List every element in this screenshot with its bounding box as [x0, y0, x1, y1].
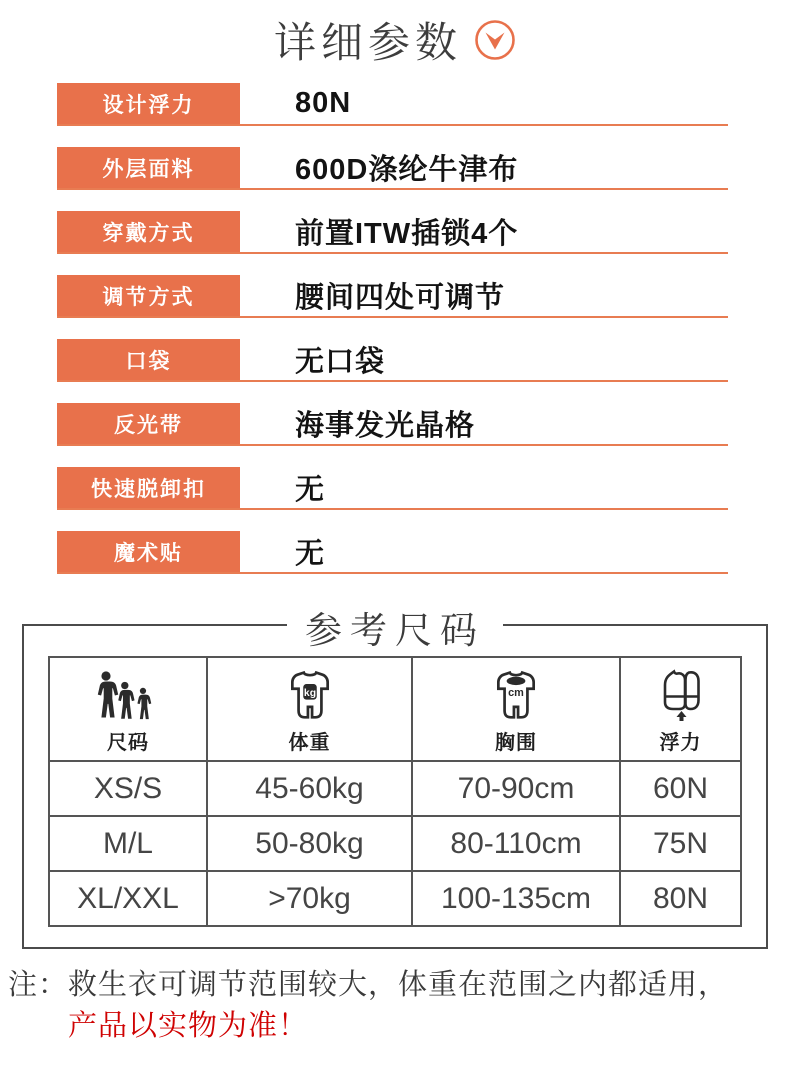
param-label: 穿戴方式: [57, 211, 240, 252]
life-vest-icon: [658, 663, 704, 723]
param-row-design-buoyancy: [57, 83, 728, 126]
param-value: 无口袋: [295, 346, 386, 378]
param-value: 无: [295, 474, 326, 506]
param-label: 外层面料: [57, 147, 240, 188]
cell-buoyancy: 75N: [620, 816, 741, 871]
col-label-weight: 体重: [288, 732, 331, 754]
note-line2: 产品以实物为准！: [68, 1010, 309, 1042]
cell-chest: 70-90cm: [412, 761, 620, 816]
size-table-header-weight: [207, 657, 412, 761]
svg-text:kg: kg: [303, 688, 316, 699]
svg-text:cm: cm: [508, 687, 524, 699]
page-title: 详细参数: [273, 19, 462, 66]
suit-kg-icon: [287, 663, 333, 723]
size-table: [48, 656, 742, 927]
cell-weight: >70kg: [207, 871, 412, 926]
size-table-header-buoyancy: [620, 657, 741, 761]
cell-weight: 50-80kg: [207, 816, 412, 871]
param-label: 调节方式: [57, 275, 240, 316]
col-label-size: 尺码: [107, 732, 149, 754]
param-row-outer-fabric: [57, 147, 728, 190]
size-row-m-l: [49, 816, 741, 871]
parameter-list: [57, 83, 728, 574]
param-row-velcro: [57, 531, 728, 574]
circle-down-arrow-icon: [474, 19, 516, 61]
param-value: 600D涤纶牛津布: [295, 154, 519, 186]
param-row-wearing-method: [57, 211, 728, 254]
size-row-xl-xxl: [49, 871, 741, 926]
note-line1: 救生衣可调节范围较大，体重在范围之内都适用，: [68, 969, 729, 1001]
param-value: 前置ITW插锁4个: [295, 218, 519, 250]
cell-size: XS/S: [49, 761, 207, 816]
cell-size: M/L: [49, 816, 207, 871]
cell-chest: 100-135cm: [412, 871, 620, 926]
bottom-note: [8, 965, 790, 1047]
param-value: 无: [295, 538, 326, 570]
param-row-reflective-strip: [57, 403, 728, 446]
param-value: 海事发光晶格: [295, 410, 476, 442]
detail-params-header: [0, 0, 790, 68]
cell-buoyancy: 80N: [620, 871, 741, 926]
size-reference-section: [22, 610, 768, 949]
param-label: 反光带: [57, 403, 240, 444]
param-label: 设计浮力: [57, 83, 240, 124]
param-label: 口袋: [57, 339, 240, 380]
size-row-xs-s: [49, 761, 741, 816]
size-table-header-size: [49, 657, 207, 761]
suit-cm-icon: [493, 663, 539, 723]
cell-size: XL/XXL: [49, 871, 207, 926]
col-label-buoyancy: 浮力: [659, 732, 702, 754]
param-row-adjustment: [57, 275, 728, 318]
people-icon: [95, 663, 161, 723]
param-label: 魔术贴: [57, 531, 240, 572]
param-row-pocket: [57, 339, 728, 382]
note-prefix: 注：: [8, 969, 69, 1001]
note-text: [68, 965, 728, 1047]
size-table-header-chest: [412, 657, 620, 761]
cell-chest: 80-110cm: [412, 816, 620, 871]
cell-weight: 45-60kg: [207, 761, 412, 816]
col-label-chest: 胸围: [495, 732, 537, 754]
param-row-quick-release: [57, 467, 728, 510]
size-section-title: 参考尺码: [287, 600, 503, 654]
param-value: 腰间四处可调节: [295, 282, 506, 314]
cell-buoyancy: 60N: [620, 761, 741, 816]
size-table-header-row: [49, 657, 741, 761]
param-value: 80N: [295, 87, 352, 119]
param-label: 快速脱卸扣: [57, 467, 240, 508]
